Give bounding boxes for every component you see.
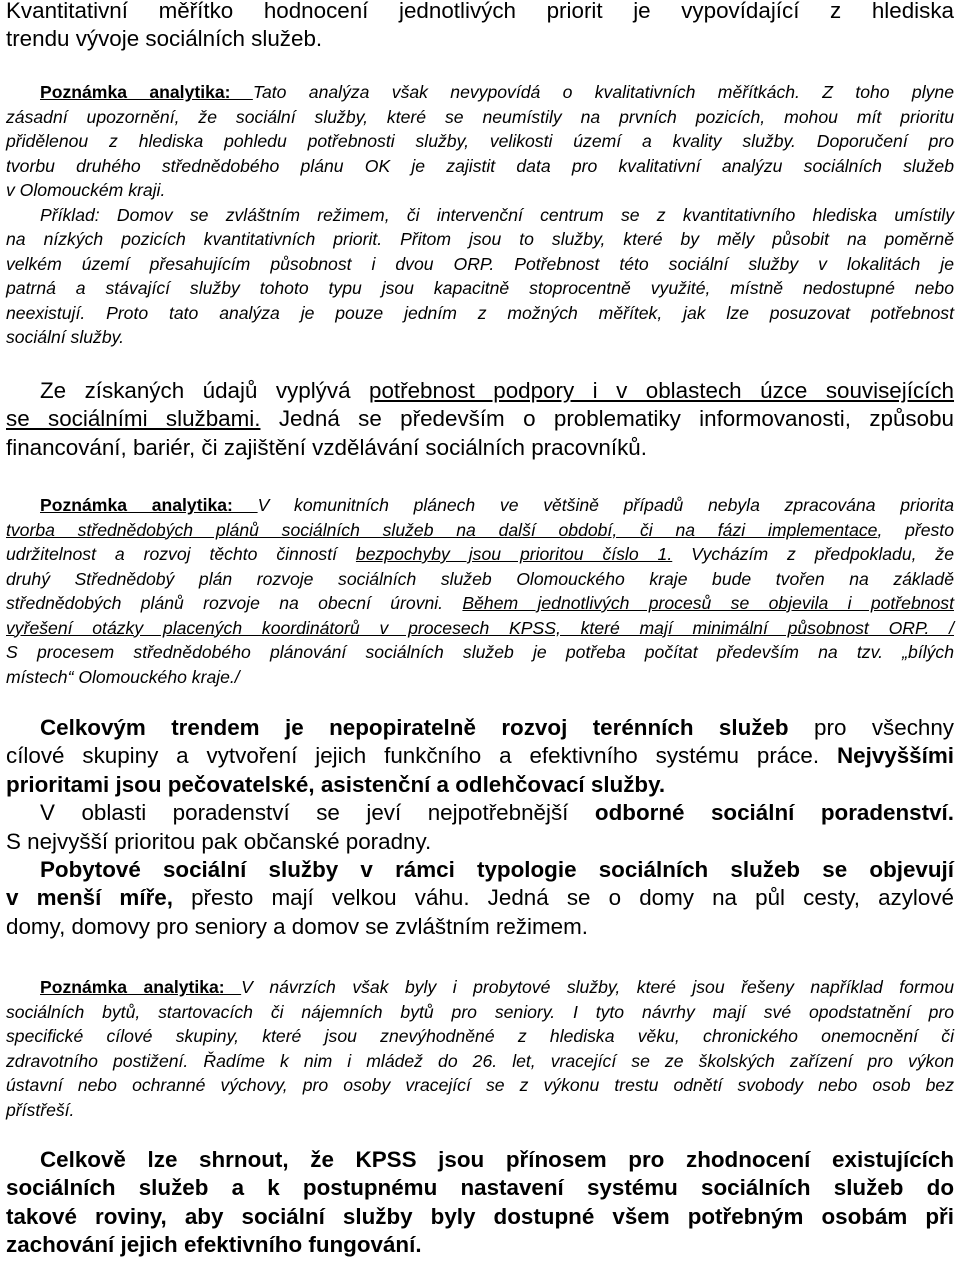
para-text: přesto mají velkou váhu. Jedná se o domy na půl cesty, azylové xyxy=(172,885,955,911)
note-text: V návrzích však byly i probytové služby, které jsou řešeny například formou xyxy=(241,977,954,997)
note-text: přidělenou z hlediska pohledu potřebnosti služby, velikosti území a kvality služby. Doporučení pro xyxy=(6,131,954,151)
note-text: na nízkých pozicích kvantitativních priorit. Přitom jsou to služby, které by měly působit na poměrně xyxy=(6,229,954,249)
note-text: Příklad: Domov se zvláštním režimem, či intervenční centrum se z kvantitativního hlediska umístily xyxy=(40,204,954,225)
note-underlined-text: vyřešení otázky placených koordinátorů v procesech KPSS, které mají minimální působnost ORP. / xyxy=(6,617,954,638)
conclusion-line: sociálních služeb a k postupnému nastavení systému sociálních služeb do xyxy=(6,1175,954,1201)
note-text: v Olomouckém kraji. xyxy=(6,180,166,200)
analyst-note-3 xyxy=(6,975,954,1122)
para-bold-text: prioritami jsou pečovatelské, asistenční a odlehčovací služby. xyxy=(6,771,666,797)
para-bold-text: odborné sociální poradenství. xyxy=(594,800,954,826)
note-text: , přesto xyxy=(877,519,954,540)
para-text: Ze získaných údajů vyplývá xyxy=(40,378,369,403)
conclusion-line: zachování jejich efektivního fungování. xyxy=(6,1232,422,1258)
note-text: přístřeší. xyxy=(6,1099,75,1120)
note-text: specifické cílové skupiny, které jsou znevýhodněné z hlediska věku, chronického onemocnění či xyxy=(6,1026,954,1046)
intro-line: trendu vývoje sociálních služeb. xyxy=(6,26,323,52)
note-text: udržitelnost a rozvoj těchto činností xyxy=(6,544,356,564)
note-underlined-text: Během jednotlivých procesů se objevila i potřebnost xyxy=(462,593,954,613)
note-text: zdravotního postižení. Řadíme k nim i mládež do 26. let, vracející se ze školských zařízení pro výkon xyxy=(6,1050,954,1071)
para-bold-text: Pobytové sociální služby v rámci typologie sociálních služeb se objevují xyxy=(40,857,954,883)
analyst-note-1 xyxy=(6,80,954,350)
intro-line: Kvantitativní měřítko hodnocení jednotlivých priorit je vypovídající z hlediska xyxy=(6,0,954,23)
para-text: Jedná se především o problematiky informovanosti, způsobu xyxy=(260,406,954,432)
para-text: domy, domovy pro seniory a domov se zvláštním režimem. xyxy=(6,913,588,939)
intro-paragraph xyxy=(6,0,954,54)
para-bold-text: Nejvyššími xyxy=(836,743,954,769)
trend-paragraph xyxy=(6,714,954,941)
note-underlined-text: tvorba střednědobých plánů sociálních služeb na další období, či na fázi implementace xyxy=(6,519,878,540)
para-text: cílové skupiny a vytvoření jejich funkčního a efektivního systému práce. xyxy=(6,743,837,769)
note-text: patrná a stávající služby tohoto typu jsou kapacitně stoprocentně využité, místně nedostupné nebo xyxy=(6,278,954,298)
note-label: Poznámka analytika: xyxy=(40,82,253,102)
note-text: V komunitních plánech ve většině případů nebyla zpracována priorita xyxy=(257,495,954,515)
conclusion-paragraph xyxy=(6,1146,954,1260)
para-underlined-text: se sociálními službami. xyxy=(6,406,261,432)
conclusion-line: Celkově lze shrnout, že KPSS jsou přínosem pro zhodnocení existujících xyxy=(40,1147,954,1172)
note-label: Poznámka analytika: xyxy=(40,977,242,997)
note-text: Vycházím z předpokladu, že xyxy=(672,544,955,564)
para-bold-text: v menší míře, xyxy=(6,885,173,911)
para-underlined-text: potřebnost podpory i v oblastech úzce souvisejících xyxy=(369,378,955,403)
analyst-note-2 xyxy=(6,493,954,689)
note-text: Tato analýza však nevypovídá o kvalitativních měřítkách. Z toho plyne xyxy=(252,82,954,102)
conclusion-line: takové roviny, aby sociální služby byly dostupné všem potřebným osobám při xyxy=(6,1203,954,1229)
note-text: sociálních bytů, startovacích či nájemních bytů pro seniory. I tyto návrhy mají své opodstatnění pro xyxy=(6,1001,954,1022)
note-label: Poznámka analytika: xyxy=(40,495,258,515)
para-text: pro všechny xyxy=(788,715,954,740)
note-text: druhý Střednědobý plán rozvoje sociálních služeb Olomouckého kraje bude tvořen na základě xyxy=(6,568,954,589)
para-text: financování, bariér, či zajištění vzdělávání sociálních pracovníků. xyxy=(6,434,647,460)
note-text: ústavní nebo ochranné výchovy, pro osoby vracející se z výkonu trestu odnětí svobody nebo osob bez xyxy=(6,1075,954,1095)
para-text: V oblasti poradenství se jeví nejpotřebnější xyxy=(40,800,595,826)
para-bold-text: Celkovým trendem je nepopiratelně rozvoj terénních služeb xyxy=(40,715,789,740)
note-text: sociální služby. xyxy=(6,327,124,347)
note-text: neexistují. Proto tato analýza je pouze jedním z možných měřítek, jak lze posuzovat potřebnost xyxy=(6,302,954,323)
para-text: S nejvyšší prioritou pak občanské poradny. xyxy=(6,828,432,854)
note-text: S procesem střednědobého plánování sociálních služeb je potřeba počítat především na tzv. „bílých xyxy=(6,642,954,662)
note-underlined-text: bezpochyby jsou prioritou číslo 1. xyxy=(355,544,673,564)
note-text: velkém území přesahujícím působnost i dvou ORP. Potřebnost této sociální služby v lokalitách je xyxy=(6,253,954,274)
needs-paragraph xyxy=(6,377,954,462)
note-text: tvorbu druhého střednědobého plánu OK je zajistit data pro kvalitativní analýzu sociálních služeb xyxy=(6,155,954,176)
note-text: místech“ Olomouckého kraje./ xyxy=(6,666,240,687)
note-text: zásadní upozornění, že sociální služby, které se neumístily na prvních pozicích, mohou mít prioritu xyxy=(6,106,954,127)
note-text: střednědobých plánů rozvoje na obecní úrovni. xyxy=(6,593,463,613)
